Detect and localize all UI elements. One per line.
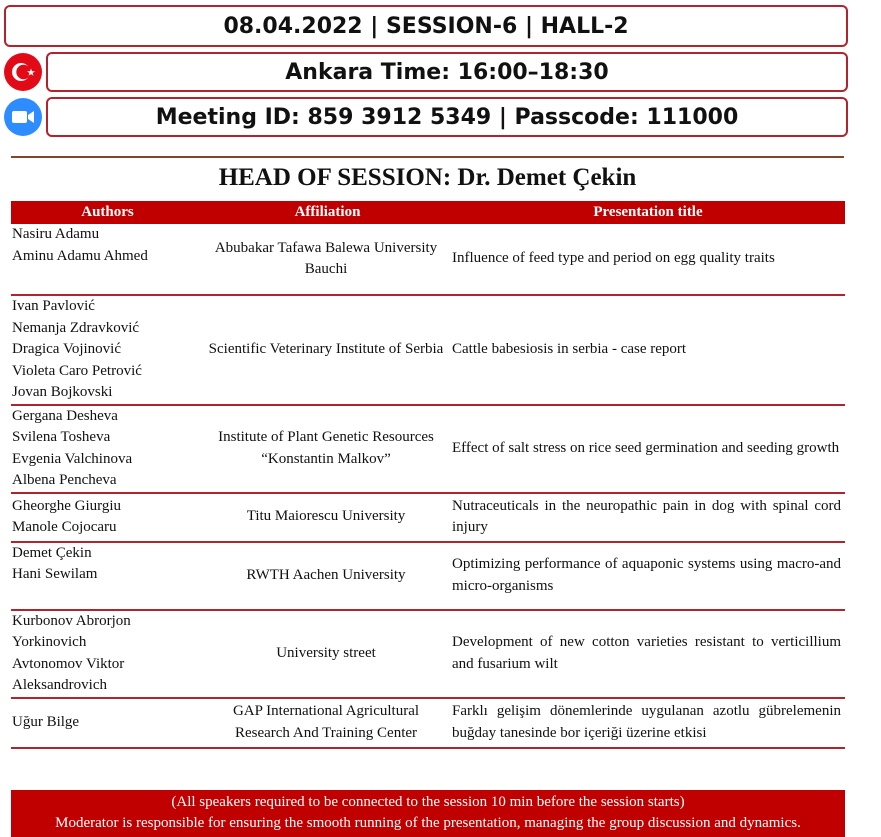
- presentation-title-cell: Cattle babesiosis in serbia - case report: [451, 295, 845, 405]
- author-name: Aleksandrovich: [12, 677, 107, 693]
- column-header-authors: Authors: [11, 201, 204, 224]
- table-row: [11, 493, 845, 542]
- presentation-title-cell: Optimizing performance of aquaponic systems using macro-and micro-organisms: [451, 542, 845, 610]
- head-of-session-title: HEAD OF SESSION: Dr. Demet Çekin: [218, 164, 637, 191]
- affiliation-cell: RWTH Aachen University: [204, 542, 451, 610]
- authors-cell: [11, 698, 204, 748]
- author-name: Dragica Vojinović: [12, 341, 122, 357]
- affiliation-cell: Abubakar Tafawa Balewa University Bauchi: [204, 224, 451, 295]
- session-header: 08.04.2022 | SESSION-6 | HALL-2: [4, 5, 848, 47]
- presentation-title-cell: Effect of salt stress on rice seed germination and seeding growth: [451, 405, 845, 493]
- author-name: Violeta Caro Petrović: [12, 362, 142, 379]
- footer-line-2: Moderator is responsible for ensuring the smooth running of the presentation, managing the group discussion and dynamics.: [55, 815, 801, 831]
- table-row: [11, 405, 845, 493]
- footer-note: [11, 790, 845, 837]
- footer-line-1: (All speakers required to be connected to the session 10 min before the session starts): [171, 794, 685, 810]
- author-name: Yorkinovich: [12, 634, 87, 650]
- author-name: Ivan Pavlović: [12, 298, 95, 314]
- table-row: [11, 698, 845, 748]
- table-row: [11, 542, 845, 610]
- authors-cell: [11, 405, 204, 493]
- meeting-id-banner: Meeting ID: 859 3912 5349 | Passcode: 111000: [46, 97, 848, 137]
- author-name: Uğur Bilge: [12, 713, 80, 730]
- table-row: [11, 610, 845, 698]
- author-name: Jovan Bojkovski: [12, 384, 113, 400]
- affiliation-cell: Institute of Plant Genetic Resources “Konstantin Malkov”: [204, 405, 451, 493]
- presentation-table: [11, 201, 845, 749]
- authors-cell: [11, 542, 204, 610]
- column-header-affiliation: Affiliation: [204, 201, 451, 224]
- author-name: Nemanja Zdravković: [12, 319, 140, 336]
- author-name: Hani Sewilam: [12, 566, 98, 582]
- presentation-title-cell: Influence of feed type and period on egg quality traits: [451, 224, 845, 295]
- author-name: Svilena Tosheva: [12, 429, 111, 445]
- author-name: Gergana Desheva: [12, 407, 118, 424]
- authors-cell: [11, 493, 204, 542]
- author-name: Albena Pencheva: [12, 472, 117, 488]
- author-name: Kurbonov Abrorjon: [12, 612, 131, 629]
- author-name: Gheorghe Giurgiu: [12, 497, 122, 514]
- affiliation-cell: University street: [204, 610, 451, 698]
- presentation-title-cell: Nutraceuticals in the neuropathic pain in dog with spinal cord injury: [451, 493, 845, 542]
- affiliation-cell: GAP International Agricultural Research And Training Center: [204, 698, 451, 748]
- turkey-flag-icon: [4, 53, 42, 91]
- presentation-title-cell: Development of new cotton varieties resistant to verticillium and fusarium wilt: [451, 610, 845, 698]
- affiliation-cell: Scientific Veterinary Institute of Serbia: [204, 295, 451, 405]
- authors-cell: [11, 295, 204, 405]
- divider: [11, 156, 844, 158]
- table-header-row: [11, 201, 845, 224]
- author-name: Nasiru Adamu: [12, 226, 100, 242]
- presentation-title-cell: Farklı gelişim dönemlerinde uygulanan azotlu gübrelemenin buğday tanesinde bor içeriği üzerine etkisi: [451, 698, 845, 748]
- ankara-time-banner: Ankara Time: 16:00–18:30: [46, 52, 848, 92]
- authors-cell: [11, 224, 204, 295]
- table-row: [11, 224, 845, 295]
- author-name: Demet Çekin: [12, 544, 92, 561]
- column-header-title: Presentation title: [451, 201, 845, 224]
- author-name: Manole Cojocaru: [12, 519, 117, 535]
- author-name: Evgenia Valchinova: [12, 450, 133, 467]
- author-name: Aminu Adamu Ahmed: [12, 247, 148, 264]
- authors-cell: [11, 610, 204, 698]
- table-row: [11, 295, 845, 405]
- author-name: Avtonomov Viktor: [12, 655, 125, 672]
- affiliation-cell: Titu Maiorescu University: [204, 493, 451, 542]
- zoom-video-icon: [4, 98, 42, 136]
